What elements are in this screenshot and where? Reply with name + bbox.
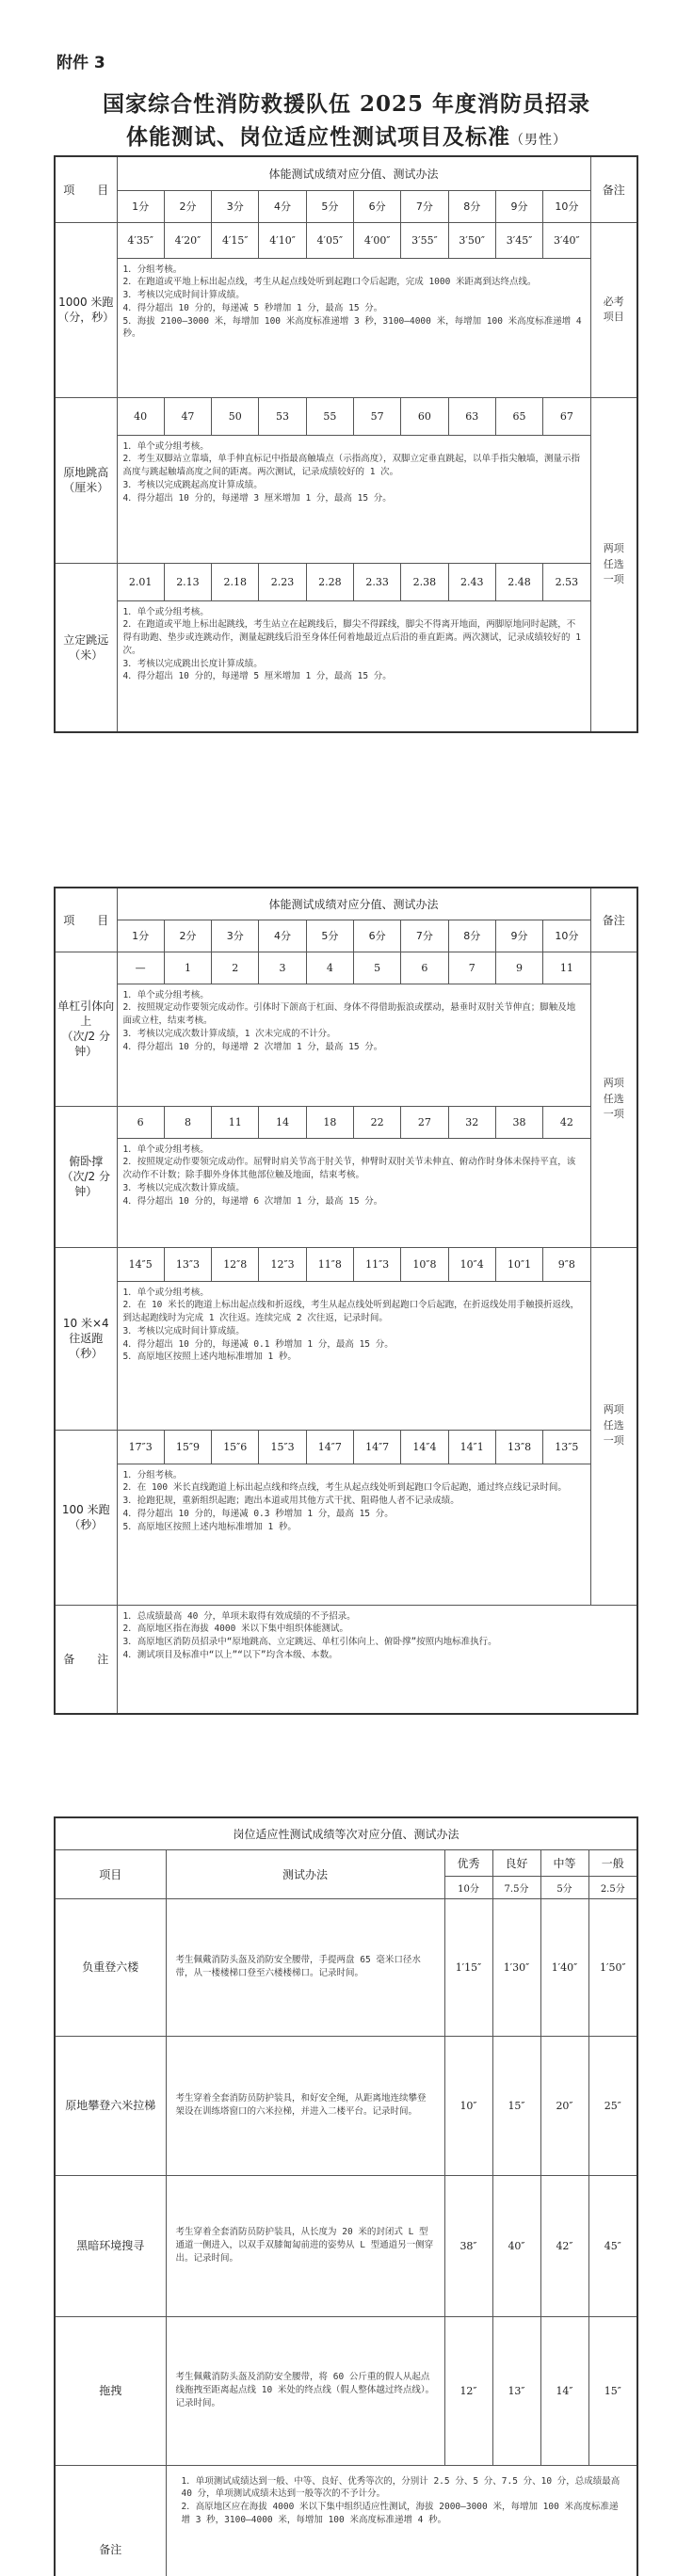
value-cell: 38″ [444, 2175, 492, 2316]
run1000-values-row [55, 222, 637, 258]
item-header: 项目 [55, 1849, 166, 1898]
value-cell: 2.38 [401, 563, 448, 600]
value-cell: 3′55″ [401, 222, 448, 258]
description-line: 1．分组考核。 [122, 264, 183, 275]
pullup-description [117, 984, 590, 1106]
run100-item: 100 米跑（秒） [55, 1430, 117, 1605]
description-line: 1．单个或分组考核。 [122, 606, 209, 617]
item-name: 拖拽 [55, 2316, 166, 2465]
fitness-table-2 [54, 887, 638, 1715]
value-cell: 11″3 [353, 1247, 400, 1281]
group-header: 岗位适应性测试成绩等次对应分值、测试办法 [55, 1817, 637, 1849]
remarks-content [166, 2465, 637, 2576]
test-method: 考生穿着全套消防员防护装具，和好安全绳，从距离地连续攀登架设在训练塔窗口的六米拉梯，并进入二楼平台。记录时间。 [166, 2036, 444, 2175]
value-cell: 2.53 [543, 563, 590, 600]
value-cell: 5 [353, 952, 400, 984]
value-cell: 9″8 [543, 1247, 590, 1281]
value-cell: 42 [543, 1106, 590, 1138]
score-cell: 6分 [353, 190, 400, 222]
table-row [55, 2175, 637, 2316]
description-line: 1．单个或分组考核。 [122, 440, 209, 452]
run100-values-row [55, 1430, 637, 1464]
value-cell: 3 [259, 952, 306, 984]
score-cell: 5分 [306, 920, 353, 952]
remark-line: 1．单项测试成绩达到一般、中等、良好、优秀等次的，分别计 2.5 分、5 分、7.5 分、10 分，总成绩最高 40 分，单项测试成绩未达到一般等次的不予计分。 [181, 2475, 620, 2500]
value-cell: 40″ [492, 2175, 540, 2316]
score-cell: 8分 [448, 920, 495, 952]
remark-line: 3．高原地区消防员招录中“原地跳高、立定跳远、单杠引体向上、俯卧撑”按照内地标准执行。 [122, 1637, 497, 1648]
value-cell: 14 [259, 1106, 306, 1138]
description-line: 3．考核以完成跳起高度计算成绩。 [122, 479, 263, 490]
value-cell: 10″1 [495, 1247, 542, 1281]
value-cell: 13″3 [164, 1247, 211, 1281]
jumphigh-description [117, 435, 590, 563]
value-cell: 18 [306, 1106, 353, 1138]
value-cell: 4 [306, 952, 353, 984]
score-cell: 4分 [259, 920, 306, 952]
subtitle-suffix: （男性） [510, 133, 567, 148]
value-cell: 6 [401, 952, 448, 984]
score-cell: 4分 [259, 190, 306, 222]
document-title: 国家综合性消防救援队伍 2025 年度消防员招录 [102, 91, 591, 117]
value-cell: 13″8 [495, 1430, 542, 1464]
value-cell: 65 [495, 397, 542, 435]
description-line: 3．考核以完成次数计算成绩，1 次未完成的不计分。 [122, 1028, 336, 1039]
description-line: 3．考核以完成时间计算成绩。 [122, 290, 245, 301]
value-cell: 40 [117, 397, 164, 435]
remarks-label: 备注 [55, 2465, 166, 2576]
longjump-values-row [55, 563, 637, 600]
value-cell: 11 [212, 1106, 259, 1138]
document-subtitle [38, 120, 655, 151]
value-cell: 10″4 [448, 1247, 495, 1281]
value-cell: 63 [448, 397, 495, 435]
remark-line: 1．总成绩最高 40 分，单项未取得有效成绩的不予招录。 [122, 1610, 356, 1622]
value-cell: 57 [353, 397, 400, 435]
value-cell: 25″ [588, 2036, 637, 2175]
score-cell: 2分 [164, 190, 211, 222]
test-method: 考生佩戴消防头盔及消防安全腰带，手提两盘 65 毫米口径水带，从一楼楼梯口登至六楼楼梯口。记录时间。 [166, 1898, 444, 2036]
score-cell: 7分 [401, 920, 448, 952]
note-header: 备注 [590, 888, 637, 952]
value-cell: 4′20″ [164, 222, 211, 258]
value-cell: 15″3 [259, 1430, 306, 1464]
value-cell: 42″ [540, 2175, 588, 2316]
test-method: 考生佩戴消防头盔及消防安全腰带，将 60 公斤重的假人从起点线拖拽至距离起点线 10 米处的终点线（假人整体越过终点线）。记录时间。 [166, 2316, 444, 2465]
value-cell: 4′10″ [259, 222, 306, 258]
group-header: 体能测试成绩对应分值、测试办法 [117, 888, 590, 920]
description-line: 2．在跑道或平地上标出起点线，考生从起点线处听到起跑口令后起跑，完成 1000 米距离到达终点线。 [122, 277, 537, 288]
description-line: 3．考核以完成跳出长度计算成绩。 [122, 658, 263, 669]
speed-pair-note: 两项 任选 一项 [590, 1247, 637, 1605]
description-line: 4．得分超出 10 分的，每递减 0.1 秒增加 1 分，最高 15 分。 [122, 1338, 394, 1350]
value-cell: 3′45″ [495, 222, 542, 258]
description-line: 3．考核以完成次数计算成绩。 [122, 1182, 245, 1193]
jumphigh-item: 原地跳高 （厘米） [55, 397, 117, 563]
score-header-row [55, 920, 637, 952]
pushup-values-row [55, 1106, 637, 1138]
run1000-note: 必考 项目 [590, 222, 637, 397]
description-line: 2．在跑道或平地上标出起跳线，考生站立在起跳线后，脚尖不得踩线，脚尖不得离开地面，两脚原地同时起跳，不得有助跑、垫步或连跳动作，测量起跳线后沿至身体任何着地最近点后沿的垂直距离。两次测试，记录成绩较好的 1 次。 [122, 619, 581, 656]
description-line: 3．考核以完成时间计算成绩。 [122, 1325, 245, 1336]
strength-pair-note: 两项 任选 一项 [590, 952, 637, 1247]
score-cell: 3分 [212, 920, 259, 952]
description-line: 5．高原地区按照上述内地标准增加 1 秒。 [122, 1352, 297, 1363]
value-cell: 27 [401, 1106, 448, 1138]
description-line: 2．考生双脚站立靠墙，单手伸直标记中指最高触墙点（示指高度），双脚立定垂直跳起，以单手指尖触墙，测量示指高度与跳起触墙高度之间的距离。两次测试，记录成绩较好的 1 次。 [122, 454, 580, 478]
value-cell: 1′40″ [540, 1898, 588, 2036]
grade-points: 7.5分 [492, 1876, 540, 1898]
value-cell: 2.28 [306, 563, 353, 600]
table-row [55, 2316, 637, 2465]
description-line: 2．按照规定动作要领完成动作。引体时下颌高于杠面、身体不得借助振浪或摆动，悬垂时双肘关节伸直；脚触及地面或立柱，结束考核。 [122, 1002, 576, 1027]
value-cell: 13″ [492, 2316, 540, 2465]
score-cell: 7分 [401, 190, 448, 222]
shuttle-description [117, 1281, 590, 1430]
grade-label: 良好 [492, 1849, 540, 1876]
score-cell: 9分 [495, 190, 542, 222]
score-cell: 1分 [117, 190, 164, 222]
value-cell: — [117, 952, 164, 984]
value-cell: 53 [259, 397, 306, 435]
value-cell: 2.18 [212, 563, 259, 600]
value-cell: 38 [495, 1106, 542, 1138]
value-cell: 12″3 [259, 1247, 306, 1281]
description-line: 4．得分超出 10 分的，每递减 5 秒增加 1 分，最高 15 分。 [122, 302, 383, 313]
value-cell: 15″ [492, 2036, 540, 2175]
value-cell: 6 [117, 1106, 164, 1138]
value-cell: 12″8 [212, 1247, 259, 1281]
score-header-row [55, 190, 637, 222]
value-cell: 55 [306, 397, 353, 435]
score-cell: 10分 [543, 920, 590, 952]
pullup-item: 单杠引体向上 （次/2 分钟） [55, 952, 117, 1106]
description-line: 4．得分超出 10 分的，每递增 2 次增加 1 分，最高 15 分。 [122, 1041, 383, 1052]
score-cell: 1分 [117, 920, 164, 952]
value-cell: 67 [543, 397, 590, 435]
value-cell: 7 [448, 952, 495, 984]
method-header: 测试办法 [166, 1849, 444, 1898]
table-row [55, 2036, 637, 2175]
value-cell: 45″ [588, 2175, 637, 2316]
score-cell: 5分 [306, 190, 353, 222]
value-cell: 10″8 [401, 1247, 448, 1281]
remark-line: 2．高原地区应在海拔 4000 米以下集中组织适应性测试，海拔 2000—3000 米，每增加 100 米高度标准递增 3 秒，3100—4000 米，每增加 100 米高度标准递增 4 秒。 [181, 2502, 619, 2525]
pushup-description [117, 1138, 590, 1247]
shuttle-item: 10 米×4 往返跑 （秒） [55, 1247, 117, 1430]
job-adaptability-table [54, 1816, 638, 2576]
fitness-table-1 [54, 155, 638, 733]
value-cell: 2.48 [495, 563, 542, 600]
value-cell: 4′15″ [212, 222, 259, 258]
description-line: 3．抢跑犯规，重新组织起跑；跑出本道或用其他方式干扰、阻碍他人者不记录成绩。 [122, 1496, 459, 1507]
score-cell: 9分 [495, 920, 542, 952]
description-line: 5．海拔 2100—3000 米，每增加 100 米高度标准递增 3 秒，3100—4000 米，每增加 100 米高度标准递增 4 秒。 [122, 315, 582, 340]
value-cell: 15″6 [212, 1430, 259, 1464]
remark-line: 4．测试项目及标准中“以上”“以下”均含本级、本数。 [122, 1649, 338, 1660]
value-cell: 47 [164, 397, 211, 435]
value-cell: 15″9 [164, 1430, 211, 1464]
description-line: 1．单个或分组考核。 [122, 1144, 209, 1155]
value-cell: 14″ [540, 2316, 588, 2465]
value-cell: 14″7 [353, 1430, 400, 1464]
score-cell: 3分 [212, 190, 259, 222]
run1000-description [117, 258, 590, 397]
score-cell: 10分 [543, 190, 590, 222]
score-cell: 2分 [164, 920, 211, 952]
item-name: 负重登六楼 [55, 1898, 166, 2036]
item-name: 原地攀登六米拉梯 [55, 2036, 166, 2175]
value-cell: 13″5 [543, 1430, 590, 1464]
value-cell: 2.33 [353, 563, 400, 600]
value-cell: 17″3 [117, 1430, 164, 1464]
value-cell: 14″5 [117, 1247, 164, 1281]
test-method: 考生穿着全套消防员防护装具，从长度为 20 米的封闭式 L 型通道一侧进入，以双手双膝匍匐前进的姿势从 L 型通道另一侧穿出。记录时间。 [166, 2175, 444, 2316]
remarks-label: 备 注 [55, 1605, 117, 1714]
note-header: 备注 [590, 156, 637, 222]
value-cell: 3′50″ [448, 222, 495, 258]
value-cell: 1′15″ [444, 1898, 492, 2036]
value-cell: 14″7 [306, 1430, 353, 1464]
pushup-item: 俯卧撑 （次/2 分钟） [55, 1106, 117, 1247]
description-line: 2．在 100 米长直线跑道上标出起点线和终点线，考生从起点线处听到起跑口令后起跑，通过终点线记录时间。 [122, 1482, 567, 1494]
value-cell: 11 [543, 952, 590, 984]
description-line: 4．得分超出 10 分的，每递增 6 次增加 1 分，最高 15 分。 [122, 1195, 383, 1207]
description-line: 1．单个或分组考核。 [122, 989, 209, 1000]
jump-pair-note: 两项 任选 一项 [590, 397, 637, 732]
item-header: 项 目 [55, 156, 117, 222]
jumphigh-values-row [55, 397, 637, 435]
value-cell: 14″4 [401, 1430, 448, 1464]
value-cell: 9 [495, 952, 542, 984]
value-cell: 1′50″ [588, 1898, 637, 2036]
description-line: 1．分组考核。 [122, 1469, 183, 1480]
value-cell: 12″ [444, 2316, 492, 2465]
item-header: 项 目 [55, 888, 117, 952]
value-cell: 32 [448, 1106, 495, 1138]
subtitle-text: 体能测试、岗位适应性测试项目及标准 [126, 124, 510, 150]
value-cell: 2.01 [117, 563, 164, 600]
grade-points: 2.5分 [588, 1876, 637, 1898]
value-cell: 8 [164, 1106, 211, 1138]
value-cell: 22 [353, 1106, 400, 1138]
value-cell: 1′30″ [492, 1898, 540, 2036]
value-cell: 1 [164, 952, 211, 984]
longjump-item: 立定跳远 （米） [55, 563, 117, 732]
value-cell: 11″8 [306, 1247, 353, 1281]
description-line: 4．得分超出 10 分的，每递增 5 厘米增加 1 分，最高 15 分。 [122, 671, 392, 682]
score-cell: 6分 [353, 920, 400, 952]
description-line: 1．单个或分组考核。 [122, 1287, 209, 1298]
group-header: 体能测试成绩对应分值、测试办法 [117, 156, 590, 190]
grade-label: 一般 [588, 1849, 637, 1876]
grade-points: 5分 [540, 1876, 588, 1898]
value-cell: 4′35″ [117, 222, 164, 258]
longjump-description [117, 600, 590, 732]
run1000-item: 1000 米跑 （分，秒） [55, 222, 117, 397]
value-cell: 2.23 [259, 563, 306, 600]
value-cell: 20″ [540, 2036, 588, 2175]
description-line: 2．在 10 米长的跑道上标出起点线和折返线，考生从起点线处听到起跑口令后起跑，在折返线处用手触摸折返线，到达起跑线时为完成 1 次往返。连续完成 2 次往返，记录时间。 [122, 1300, 580, 1324]
value-cell: 3′40″ [543, 222, 590, 258]
value-cell: 60 [401, 397, 448, 435]
value-cell: 14″1 [448, 1430, 495, 1464]
item-name: 黑暗环境搜寻 [55, 2175, 166, 2316]
description-line: 4．得分超出 10 分的，每递增 3 厘米增加 1 分，最高 15 分。 [122, 492, 392, 504]
annex-label: 附件 3 [56, 54, 105, 72]
description-line: 2．按照规定动作要领完成动作。屈臂时肩关节高于肘关节，伸臂时双肘关节未伸直、俯动作时身体未保持平直，该次动作不计数；除手脚外身体其他部位触及地面，结束考核。 [122, 1157, 576, 1181]
value-cell: 2.13 [164, 563, 211, 600]
value-cell: 15″ [588, 2316, 637, 2465]
value-cell: 10″ [444, 2036, 492, 2175]
table-row [55, 1898, 637, 2036]
grade-points: 10分 [444, 1876, 492, 1898]
pullup-values-row [55, 952, 637, 984]
remark-line: 2．高原地区指在海拔 4000 米以下集中组织体能测试。 [122, 1624, 349, 1635]
grade-label: 中等 [540, 1849, 588, 1876]
run100-description [117, 1464, 590, 1605]
remarks-content [117, 1605, 637, 1714]
value-cell: 4′00″ [353, 222, 400, 258]
value-cell: 4′05″ [306, 222, 353, 258]
value-cell: 50 [212, 397, 259, 435]
grade-label: 优秀 [444, 1849, 492, 1876]
score-cell: 8分 [448, 190, 495, 222]
description-line: 5．高原地区按照上述内地标准增加 1 秒。 [122, 1521, 297, 1532]
value-cell: 2.43 [448, 563, 495, 600]
value-cell: 2 [212, 952, 259, 984]
shuttle-values-row [55, 1247, 637, 1281]
description-line: 4．得分超出 10 分的，每递减 0.3 秒增加 1 分，最高 15 分。 [122, 1508, 394, 1519]
